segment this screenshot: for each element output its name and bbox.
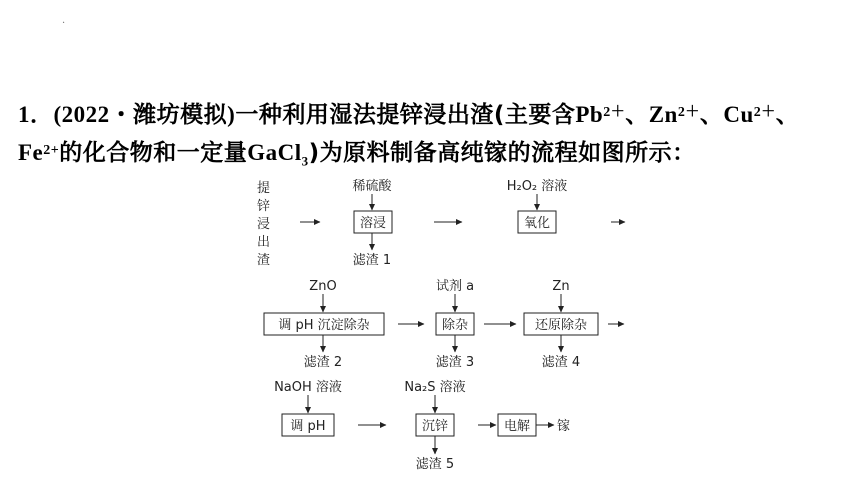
separator-2: 、 — [699, 102, 724, 128]
residue-5: 滤渣 5 — [415, 457, 455, 472]
start-char-2: 锌 — [257, 199, 271, 214]
ion-zn-charge: 2＋ — [677, 105, 700, 120]
ion-pb-charge: 2＋ — [603, 105, 626, 120]
reagent-zno: ZnO — [309, 279, 337, 294]
residue-4: 滤渣 4 — [541, 355, 581, 370]
residue-1: 滤渣 1 — [352, 253, 392, 268]
residue-3: 滤渣 3 — [435, 355, 475, 370]
step-leach: 溶浸 — [359, 216, 387, 231]
separator-1: 、 — [625, 102, 649, 128]
question-text-part2: 的化合物和一定量 — [59, 140, 248, 166]
product-gallium: 镓 — [557, 419, 571, 434]
reagent-dilute-sulfuric-acid: 稀硫酸 — [352, 179, 392, 194]
ion-fe-charge: 2+ — [43, 143, 60, 158]
compound-gacl3: GaCl — [247, 140, 302, 165]
question-text-part3: )为原料制备高纯镓的流程如图所示： — [308, 140, 696, 166]
step-adjust-ph: 调 pH — [290, 419, 326, 434]
step-purify: 除杂 — [441, 318, 469, 333]
step-oxidize: 氧化 — [523, 216, 551, 231]
question-number: 1． — [18, 102, 54, 127]
separator-3: 、 — [775, 102, 800, 128]
residue-2: 滤渣 2 — [303, 355, 343, 370]
reagent-naoh-solution: NaOH 溶液 — [274, 380, 342, 395]
reagent-na2s-solution: Na₂S 溶液 — [404, 380, 466, 395]
reagent-h2o2-solution: H₂O₂ 溶液 — [506, 179, 568, 194]
ion-zn: Zn — [648, 102, 678, 127]
ion-cu: Cu — [723, 102, 754, 127]
start-char-4: 出 — [257, 235, 271, 250]
step-precipitate-zinc: 沉锌 — [421, 419, 449, 434]
compound-subscript: 3 — [301, 153, 309, 169]
page-mark: · — [62, 18, 66, 29]
question-text-part1: 一种利用湿法提锌浸出渣(主要含 — [235, 102, 576, 128]
reagent-zn: Zn — [552, 279, 570, 294]
reagent-a: 试剂 a — [435, 279, 475, 294]
step-adjust-ph-precipitate: 调 pH 沉淀除杂 — [278, 318, 370, 333]
start-char-5: 渣 — [257, 253, 271, 268]
start-char-3: 浸 — [257, 217, 271, 232]
ion-pb: Pb — [575, 102, 604, 127]
ion-cu-charge: 2＋ — [753, 105, 776, 120]
step-reduce-purify: 还原除杂 — [534, 318, 588, 333]
ion-fe: Fe — [18, 140, 44, 165]
start-char-1: 提 — [257, 181, 271, 196]
step-electrolysis: 电解 — [503, 419, 531, 434]
question-source: (2022・潍坊模拟) — [53, 102, 236, 127]
